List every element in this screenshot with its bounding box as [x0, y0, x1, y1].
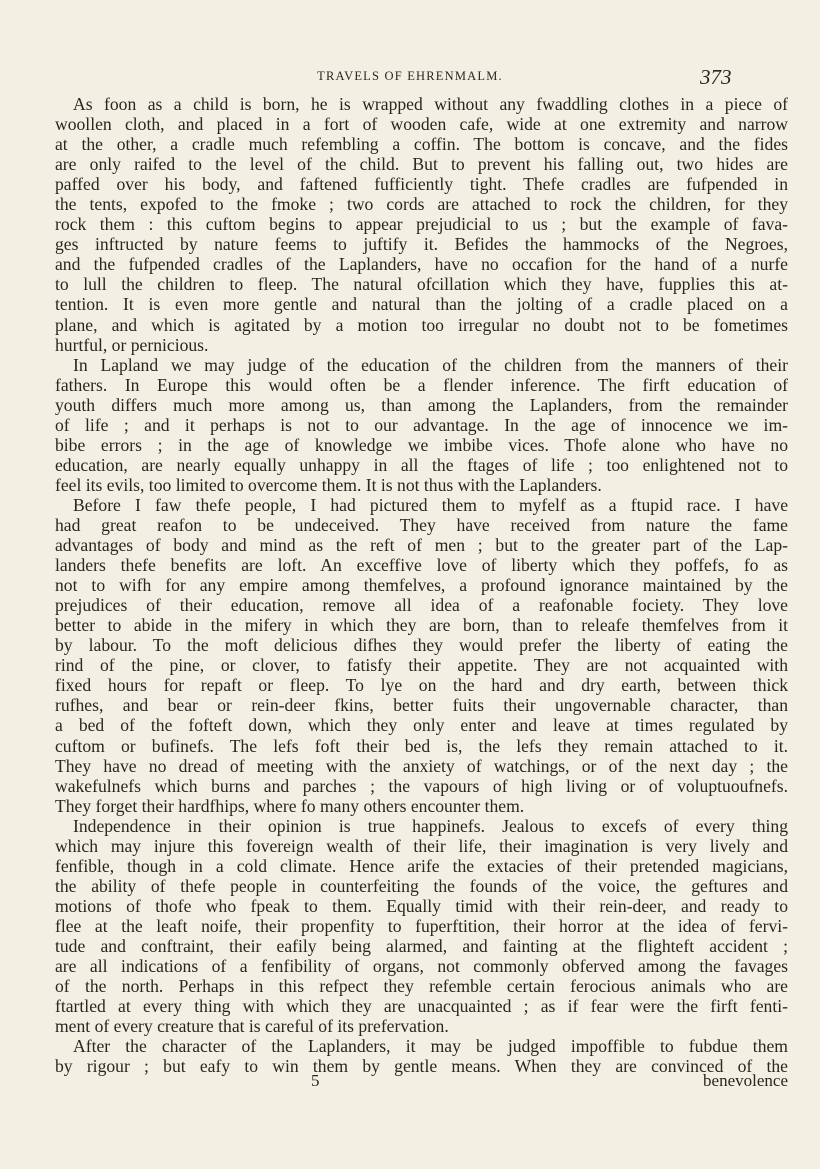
text-line: bibe errors ; in the age of knowledge we imbibe vices. Thofe alone who have no — [55, 434, 788, 455]
text-line: of life ; and it perhaps is not to our advantage. In the age of innocence we im- — [55, 414, 788, 435]
text-line: not to wifh for any empire among themfelves, a profound ignorance maintained by the — [55, 575, 788, 596]
paragraph — [55, 816, 788, 1037]
text-line: rind of the pine, or clover, to fatisfy their appetite. They are not acquainted with — [55, 655, 788, 676]
page-footer — [55, 1071, 788, 1093]
text-line: Before I faw thefe people, I had pictured them to myfelf as a ftupid race. I have — [73, 494, 788, 515]
text-line: tude and conftraint, their eafily being alarmed, and fainting at the flighteft accident ; — [55, 935, 788, 956]
text-line: ftartled at every thing with which they are unacquainted ; as if fear were the firft fenti- — [55, 996, 788, 1017]
paragraph — [55, 495, 788, 816]
text-line: fenfible, though in a cold climate. Hence arife the extacies of their pretended magicians, — [55, 855, 788, 876]
page-number: 373 — [700, 65, 732, 89]
text-line: the tents, expofed to the fmoke ; two cords are attached to rock the children, for they — [55, 194, 788, 215]
text-line: tention. It is even more gentle and natural than the jolting of a cradle placed on a — [55, 294, 788, 315]
text-line: which may injure this fovereign wealth of their life, their imagination is very lively and — [55, 835, 788, 856]
text-line: wakefulnefs which burns and parches ; the vapours of high living or of voluptuoufnefs. — [55, 775, 788, 796]
text-line: feel its evils, too limited to overcome them. It is not thus with the Laplanders. — [55, 474, 602, 495]
running-title: TRAVELS OF EHRENMALM. — [317, 69, 503, 83]
page-header — [0, 67, 820, 91]
text-line: woollen cloth, and placed in a fort of wooden cafe, wide at one extremity and narrow — [55, 114, 788, 135]
text-line: They forget their hardfhips, where fo many others encounter them. — [55, 795, 525, 816]
text-line: hurtful, or pernicious. — [55, 334, 209, 355]
text-line: a bed of the fofteft down, which they only enter and leave at times regulated by — [55, 715, 788, 736]
text-line: plane, and which is agitated by a motion too irregular no doubt not to be fometimes — [55, 314, 788, 335]
signature-mark: 5 — [311, 1071, 320, 1090]
paragraph — [55, 355, 788, 495]
text-line: ges inftructed by nature feems to juftify it. Befides the hammocks of the Negroes, — [55, 234, 788, 255]
body-text — [55, 94, 788, 1076]
text-line: education, are nearly equally unhappy in all the ftages of life ; too enlightened not to — [55, 454, 788, 475]
text-line: and the fufpended cradles of the Laplanders, have no occafion for the hand of a nurfe — [55, 254, 788, 275]
text-line: prejudices of their education, remove all idea of a reafonable fociety. They love — [55, 595, 788, 616]
text-line: Independence in their opinion is true happinefs. Jealous to excefs of every thing — [73, 815, 788, 836]
text-line: motions of thofe who fpeak to them. Equally timid with their rein-deer, and ready to — [55, 895, 788, 916]
text-line: fixed hours for repaft or fleep. To lye on the hard and dry earth, between thick — [55, 675, 788, 696]
text-line: After the character of the Laplanders, it may be judged impoffible to fubdue them — [73, 1036, 788, 1057]
text-line: youth differs much more among us, than among the Laplanders, from the remainder — [55, 394, 788, 415]
text-line: In Lapland we may judge of the education of the children from the manners of their — [73, 354, 788, 375]
text-line: fathers. In Europe this would often be a flender inference. The firft education of — [55, 374, 788, 395]
text-line: advantages of body and mind as the reft of men ; but to the greater part of the Lap- — [55, 535, 788, 556]
text-line: better to abide in the mifery in which they are born, than to releafe themfelves from it — [55, 615, 788, 636]
text-line: by rigour ; but eafy to win them by gentle means. When they are convinced of the — [55, 1056, 788, 1077]
text-line: to lull the children to fleep. The natural ofcillation which they have, fupplies this at- — [55, 274, 788, 295]
text-line: rufhes, and bear or rein-deer fkins, better fuits their ungovernable character, than — [55, 695, 788, 716]
text-line: of the north. Perhaps in this refpect they refemble certain ferocious animals who are — [55, 976, 788, 997]
text-line: ment of every creature that is careful of its prefervation. — [55, 1016, 449, 1037]
text-line: by labour. To the moft delicious difhes they would prefer the liberty of eating the — [55, 635, 788, 656]
text-line: As foon as a child is born, he is wrapped without any fwaddling clothes in a piece of — [73, 94, 788, 114]
text-line: the ability of thefe people in counterfeiting the founds of the voice, the geftures and — [55, 875, 788, 896]
paragraph — [55, 94, 788, 355]
text-line: at the other, a cradle much refembling a coffin. The bottom is concave, and the fides — [55, 134, 788, 155]
text-line: landers thefe benefits are loft. An exceffive love of liberty which they poffefs, fo as — [55, 555, 788, 576]
catchword: benevolence — [703, 1071, 788, 1090]
text-line: flee at the leaft noife, their propenfity to fuperftition, their horror at the idea of fervi- — [55, 915, 788, 936]
text-line: cuftom or bufinefs. The lefs foft their bed is, the lefs they remain attached to it. — [55, 735, 788, 756]
text-line: They have no dread of meeting with the anxiety of watchings, or of the next day ; the — [55, 755, 788, 776]
text-line: are all indications of a fenfibility of organs, not commonly obferved among the favages — [55, 956, 788, 977]
text-line: rock them : this cuftom begins to appear prejudicial to us ; but the example of fava- — [55, 214, 788, 235]
text-line: had great reafon to be undeceived. They have received from nature the fame — [55, 514, 788, 535]
text-line: paffed over his body, and faftened fufficiently tight. Thefe cradles are fufpended in — [55, 174, 788, 195]
text-line: are only raifed to the level of the child. But to prevent his falling out, two hides are — [55, 154, 788, 175]
